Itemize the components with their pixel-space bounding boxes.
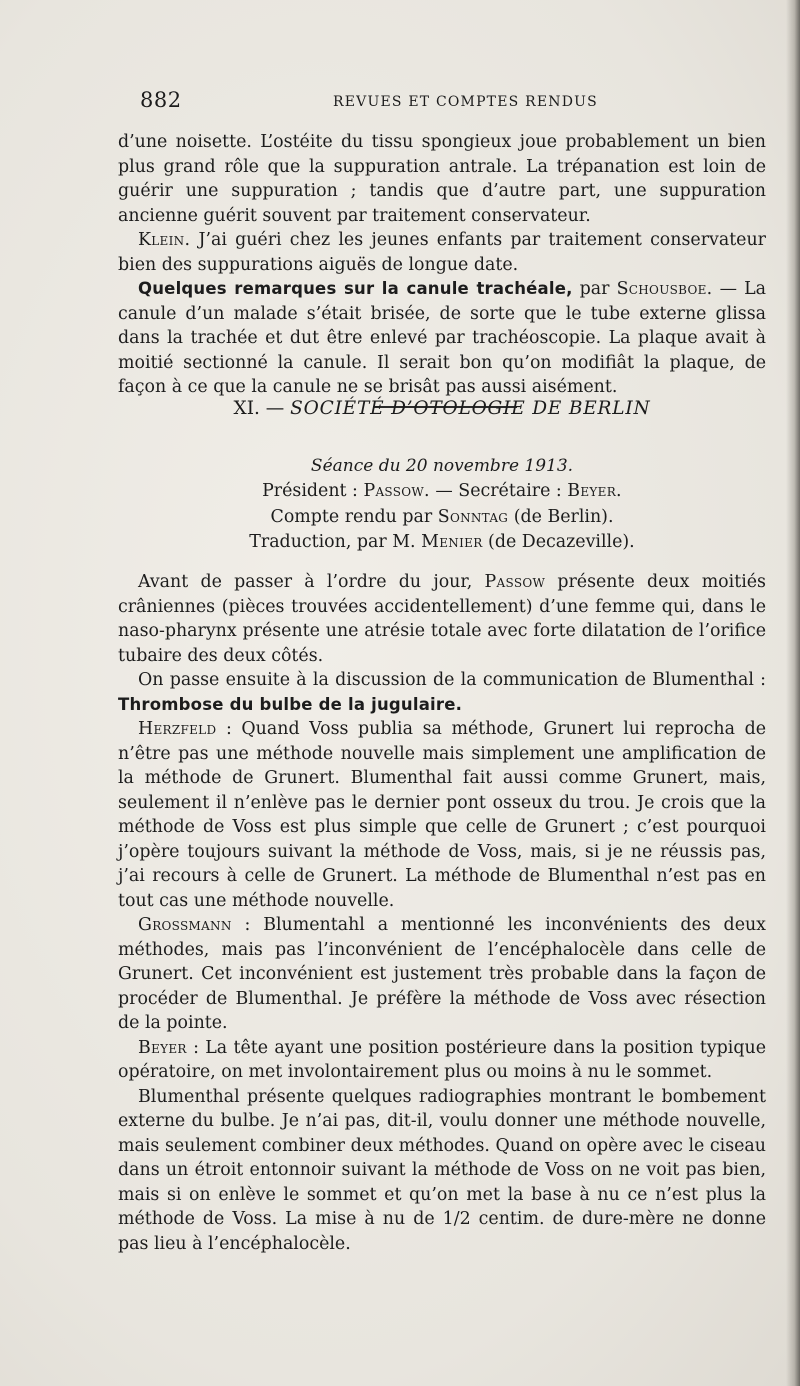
- speaker-beyer: Beyer: [138, 1037, 187, 1058]
- paragraph-grossmann: [118, 913, 766, 1036]
- section-title: SOCIÉTÉ D’OTOLOGIE DE BERLIN: [290, 398, 651, 419]
- page-number: 882: [140, 88, 182, 112]
- name-passow: Passow: [484, 572, 546, 592]
- translation-label: Traduction, par M.: [249, 532, 422, 552]
- paragraph-discussion: [118, 668, 766, 717]
- secretary-label: — Secrétaire :: [429, 481, 568, 501]
- passow-intro: Avant de passer à l’ordre du jour,: [138, 572, 485, 592]
- speaker-herzfeld: Herzfeld: [138, 719, 217, 739]
- klein-text: J’ai guéri chez les jeunes enfants par traitement conservateur bien des suppurations aiguës de longue date.: [118, 230, 766, 275]
- paragraph-klein: [118, 228, 766, 277]
- paragraph-herzfeld: [118, 717, 766, 913]
- section-number: XI. —: [233, 398, 291, 419]
- canule-by: par: [572, 279, 617, 299]
- translation-place: (de Decazeville).: [482, 532, 635, 552]
- passow-text: présente deux moitiés crâniennes (pièces trouvées accidentellement) d’une femme qui, dans le naso-pharynx présente une atrésie totale avec forte dilatation de l’orifice tubaire des deux côtés.: [118, 572, 766, 666]
- president-label: Président :: [262, 481, 364, 501]
- canule-text: — La canule d’un malade s’était brisée, de sorte que le tube externe glissa dans la trachée et dut être enlevé par trachéoscopie. La plaque avait à moitié sectionné la canule. Il serait bon qu’on modifiât la plaque, de façon à ce que la canule ne se brisât pas aussi aisément.: [118, 279, 766, 397]
- author-schousboe: Schousboe.: [616, 279, 713, 299]
- section-heading: [118, 398, 766, 420]
- discussion-text: On passe ensuite à la discussion de la communication de Blumenthal :: [138, 670, 766, 690]
- speaker-grossmann: Grossmann: [138, 915, 232, 935]
- page-header: [118, 88, 778, 114]
- paragraph-osteite: d’une noisette. L’ostéite du tissu spongieux joue probablement un bien plus grand rôle que la suppuration antrale. La trépanation est loin de guérir une suppuration ; tandis que d’autre part, une suppuration ancienne guérit souvent par traitement conservateur.: [118, 132, 766, 226]
- report-name: Sonntag: [437, 507, 509, 527]
- article-title-canule: Quelques remarques sur la canule trachéale,: [138, 279, 573, 298]
- page-edge-shadow: [786, 0, 800, 1386]
- report-label: Compte rendu par: [270, 507, 438, 527]
- beyer-text: : La tête ayant une position postérieure dans la position typique opératoire, on met involontairement plus ou moins à nu le sommet.: [118, 1037, 766, 1082]
- secretary-name: Beyer.: [567, 481, 622, 501]
- discussion-title: Thrombose du bulbe de la jugulaire.: [118, 694, 463, 714]
- paragraph-beyer: [118, 1036, 766, 1085]
- herzfeld-text: : Quand Voss publia sa méthode, Grunert lui reprocha de n’être pas une méthode nouvelle mais simplement une amplification de la méthode de Grunert. Blumenthal fait aussi comme Grunert, mais, seulement il n’enlève pas le dernier pont osseux du trou. Je crois que la méthode de Voss est plus simple que celle de Grunert ; c’est pourquoi j’opère toujours suivant la méthode de Voss, mais, si je ne réussis pas, j’ai recours à celle de Grunert. La méthode de Blumenthal n’est pas en tout cas une méthode nouvelle.: [118, 719, 766, 911]
- report-place: (de Berlin).: [508, 507, 614, 527]
- running-title: REVUES ET COMPTES RENDUS: [333, 94, 598, 110]
- grossmann-text: : Blumentahl a mentionné les inconvénients des deux méthodes, mais pas l’inconvénient de l’encéphalocèle dans celle de Grunert. Cet inconvénient est justement très probable dans la façon de procéder de Blumenthal. Je préfère la méthode de Voss avec résection de la pointe.: [118, 915, 766, 1033]
- text-block-main: [118, 570, 766, 1256]
- translation-line: [118, 532, 766, 552]
- report-line: [118, 507, 766, 527]
- paragraph-blumenthal: Blumenthal présente quelques radiographies montrant le bombement externe du bulbe. Je n’ai pas, dit-il, voulu donner une méthode nouvelle, mais seulement combiner deux méthodes. Quand on opère avec le ciseau dans un étroit entonnoir suivant la méthode de Voss on ne voit pas bien, mais si on enlève le sommet et qu’on met la base à nu ce n’est plus la méthode de Voss. La mise à nu de 1/2 centim. de dure-mère ne donne pas lieu à l’encéphalocèle.: [118, 1086, 766, 1254]
- paragraph-passow: [118, 570, 766, 668]
- session-date: Séance du 20 novembre 1913.: [310, 456, 574, 476]
- speaker-klein: Klein.: [138, 230, 191, 250]
- translation-name: Menier: [421, 532, 483, 552]
- officers-line: [118, 481, 766, 501]
- president-name: Passow.: [363, 481, 430, 501]
- paragraph-canule: [118, 277, 766, 400]
- text-block-top: [118, 130, 766, 400]
